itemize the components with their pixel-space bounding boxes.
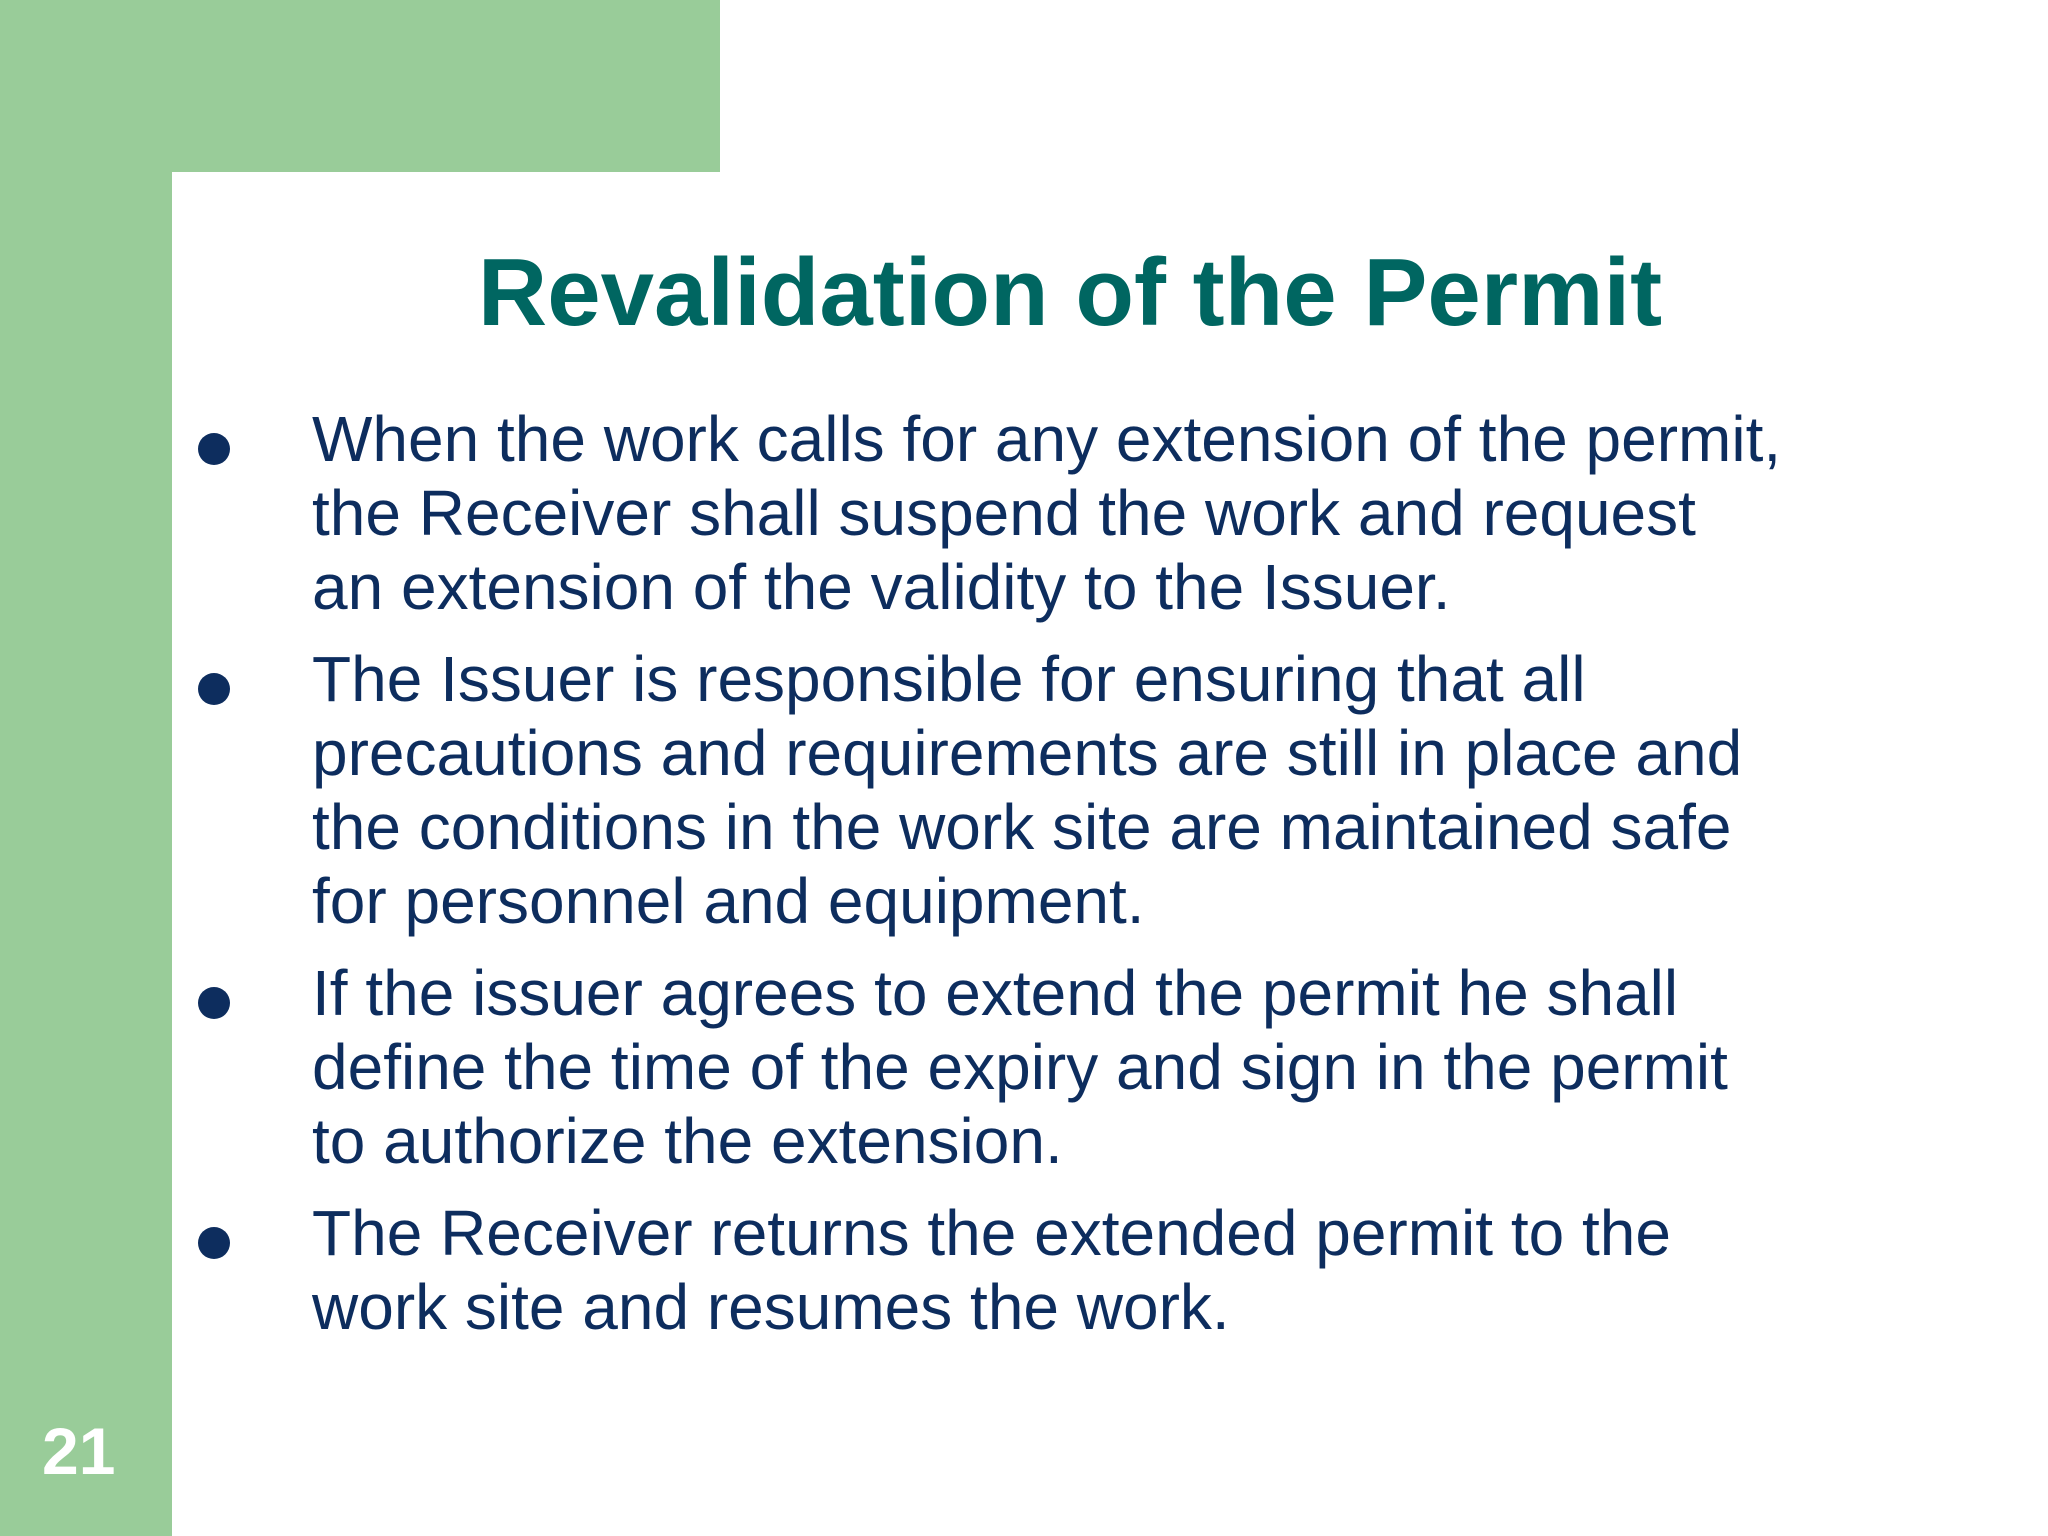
bullet-item [190,1196,1930,1344]
bullet-line: for personnel and equipment. [312,865,1145,937]
bullet-item [190,642,1930,938]
bullet-line: The Issuer is responsible for ensuring that all [312,643,1586,715]
green-top-band [0,0,720,172]
bullet-line: to authorize the extension. [312,1105,1063,1177]
bullet-item [190,956,1930,1178]
bullet-dot-icon [198,673,230,705]
green-sidebar [0,0,172,1536]
slide-number: 21 [42,1414,116,1488]
bullet-line: The Receiver returns the extended permit to the [312,1197,1671,1269]
bullet-item [190,402,1930,624]
bullet-line: work site and resumes the work. [312,1271,1230,1343]
bullet-dot-icon [198,987,230,1019]
bullet-line: If the issuer agrees to extend the permit he shall [312,957,1679,1029]
bullet-line: the Receiver shall suspend the work and request [312,477,1696,549]
bullet-line: define the time of the expiry and sign in the permit [312,1031,1728,1103]
bullet-line: When the work calls for any extension of the permit, [312,403,1782,475]
bullet-list [190,402,1930,1362]
bullet-dot-icon [198,1227,230,1259]
bullet-line: an extension of the validity to the Issuer. [312,551,1451,623]
slide-title: Revalidation of the Permit [477,239,1663,346]
bullet-dot-icon [198,433,230,465]
bullet-line: the conditions in the work site are maintained safe [312,791,1732,863]
bullet-line: precautions and requirements are still in place and [312,717,1743,789]
